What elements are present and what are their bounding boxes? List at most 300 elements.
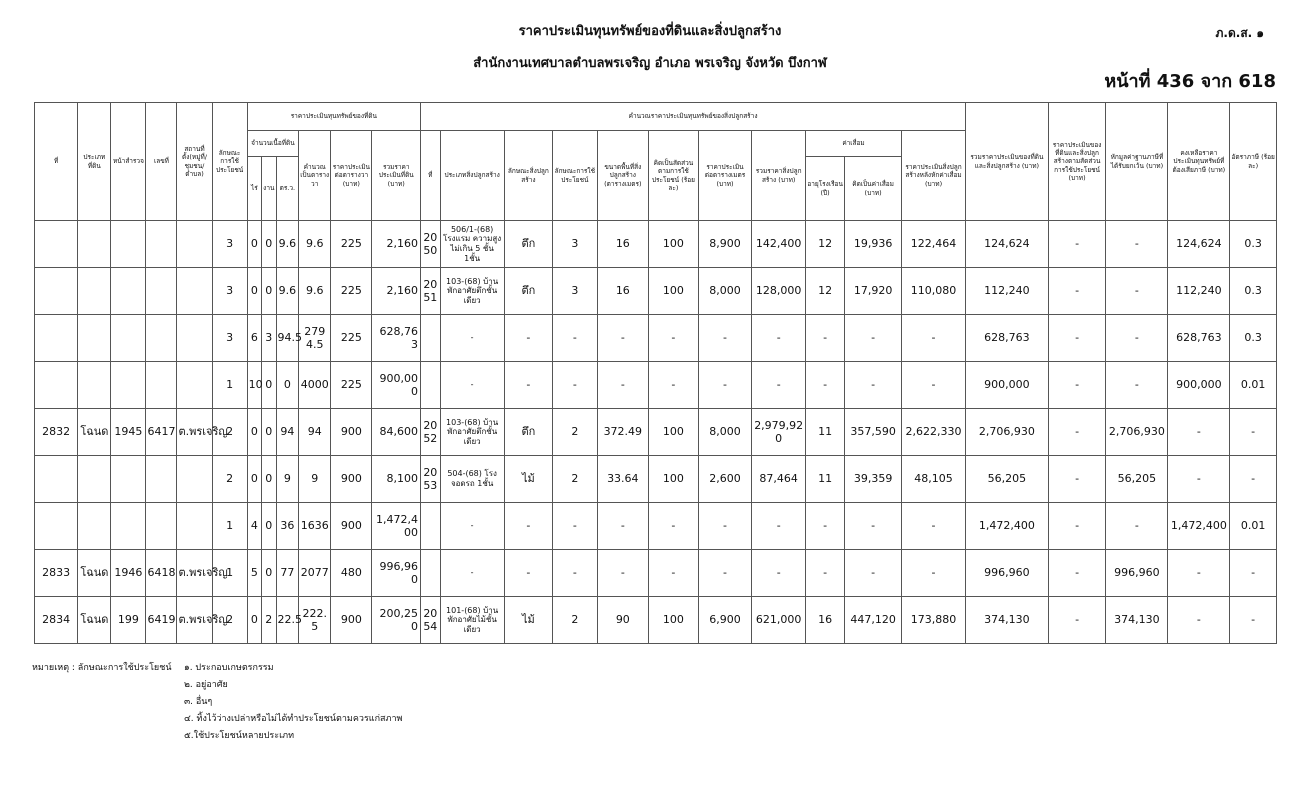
cell-doc-no [146, 503, 177, 550]
cell-location [177, 221, 212, 268]
cell-doc-type [78, 268, 111, 315]
cell-survey-page [111, 268, 146, 315]
cell-wah: 9 [276, 456, 299, 503]
cell-dep-amount: - [845, 503, 902, 550]
col-tax-rate: อัตราภาษี (ร้อยละ) [1230, 103, 1277, 221]
cell-ngan: 0 [262, 268, 276, 315]
cell-survey-page: 199 [111, 597, 146, 644]
cell-building-price-sqm: - [698, 315, 752, 362]
cell-building-price-sqm: - [698, 503, 752, 550]
cell-building-percent: 100 [649, 597, 699, 644]
cell-wah: 22.5 [276, 597, 299, 644]
col-building-area: ขนาดพื้นที่สิ่งปลูกสร้าง (ตารางเมตร) [597, 131, 649, 221]
cell-building-percent: - [649, 503, 699, 550]
cell-price-per-wah: 900 [331, 597, 372, 644]
cell-taxable: - [1168, 550, 1230, 597]
cell-share-value: - [1048, 315, 1106, 362]
cell-wah: 94.5 [276, 315, 299, 362]
cell-exempt: - [1106, 315, 1168, 362]
cell-rai: 0 [247, 456, 261, 503]
cell-exempt: 996,960 [1106, 550, 1168, 597]
cell-building-total: - [752, 503, 806, 550]
cell-taxable: 1,472,400 [1168, 503, 1230, 550]
cell-building-use: 3 [553, 221, 597, 268]
cell-building-after-dep: 173,880 [902, 597, 966, 644]
cell-tax-rate: - [1230, 550, 1277, 597]
cell-dep-age: - [806, 362, 845, 409]
cell-building-use: - [553, 362, 597, 409]
cell-building-after-dep: - [902, 362, 966, 409]
cell-building-after-dep: 110,080 [902, 268, 966, 315]
form-code: ภ.ด.ส. ๑ [1215, 26, 1264, 40]
cell-exempt: 56,205 [1106, 456, 1168, 503]
cell-dep-amount: - [845, 550, 902, 597]
cell-building-total: 2,979,920 [752, 409, 806, 456]
cell-dep-amount: - [845, 362, 902, 409]
cell-ngan: 0 [262, 503, 276, 550]
cell-grand-total: 112,240 [966, 268, 1049, 315]
col-wah: ตร.ว. [276, 157, 299, 221]
cell-doc-type [78, 362, 111, 409]
cell-survey-page [111, 315, 146, 362]
cell-dep-amount: 447,120 [845, 597, 902, 644]
cell-land-total: 2,160 [372, 268, 421, 315]
cell-no: 2832 [35, 409, 78, 456]
cell-dep-age: - [806, 550, 845, 597]
table-row [35, 409, 1277, 456]
cell-survey-page [111, 221, 146, 268]
cell-building-use: 2 [553, 597, 597, 644]
cell-grand-total: 996,960 [966, 550, 1049, 597]
cell-wah: 36 [276, 503, 299, 550]
cell-building-type: - [440, 315, 504, 362]
cell-building-type: 101-(68) บ้านพักอาศัยไม้ชั้นเดียว [440, 597, 504, 644]
cell-building-no [421, 315, 441, 362]
cell-building-price-sqm: 8,900 [698, 221, 752, 268]
cell-taxable: - [1168, 409, 1230, 456]
cell-tax-rate: - [1230, 409, 1277, 456]
note-item: ๒. อยู่อาศัย [184, 680, 228, 690]
cell-rai: 10 [247, 362, 261, 409]
cell-doc-no [146, 268, 177, 315]
cell-sqwah-total: 9 [299, 456, 331, 503]
cell-location [177, 503, 212, 550]
cell-building-price-sqm: 6,900 [698, 597, 752, 644]
cell-no: 2833 [35, 550, 78, 597]
table-row [35, 268, 1277, 315]
cell-share-value: - [1048, 597, 1106, 644]
footnotes [32, 660, 402, 745]
cell-ngan: 0 [262, 550, 276, 597]
col-rai: ไร่ [247, 157, 261, 221]
cell-price-per-wah: 225 [331, 221, 372, 268]
cell-building-area: - [597, 550, 649, 597]
cell-building-type: - [440, 503, 504, 550]
cell-dep-amount: - [845, 315, 902, 362]
notes-label: หมายเหตุ : ลักษณะการใช้ประโยชน์ [32, 663, 172, 673]
cell-dep-age: 11 [806, 409, 845, 456]
cell-grand-total: 1,472,400 [966, 503, 1049, 550]
cell-building-percent: - [649, 362, 699, 409]
cell-building-price-sqm: 8,000 [698, 268, 752, 315]
cell-location [177, 268, 212, 315]
col-exempt: หักมูลค่าฐานภาษีที่ได้รับยกเว้น (บาท) [1106, 103, 1168, 221]
cell-building-percent: 100 [649, 409, 699, 456]
cell-no [35, 268, 78, 315]
cell-taxable: - [1168, 456, 1230, 503]
cell-use-type: 1 [212, 550, 247, 597]
col-building-use: ลักษณะการใช้ประโยชน์ [553, 131, 597, 221]
cell-rai: 0 [247, 221, 261, 268]
col-doc-type: ประเภทที่ดิน [78, 103, 111, 221]
col-group-area: จำนวนเนื้อที่ดิน [247, 131, 299, 157]
cell-wah: 0 [276, 362, 299, 409]
table-row [35, 456, 1277, 503]
cell-building-area: 16 [597, 221, 649, 268]
cell-tax-rate: - [1230, 597, 1277, 644]
cell-building-area: 372.49 [597, 409, 649, 456]
cell-wah: 9.6 [276, 221, 299, 268]
cell-building-area: - [597, 503, 649, 550]
cell-land-total: 8,100 [372, 456, 421, 503]
note-item: ๕.ใช้ประโยชน์หลายประเภท [184, 731, 295, 741]
cell-building-percent: 100 [649, 268, 699, 315]
cell-wah: 94 [276, 409, 299, 456]
cell-building-total: 87,464 [752, 456, 806, 503]
cell-no [35, 456, 78, 503]
cell-land-total: 200,250 [372, 597, 421, 644]
cell-doc-no: 6418 [146, 550, 177, 597]
cell-building-style: ไม้ [504, 597, 553, 644]
cell-share-value: - [1048, 409, 1106, 456]
cell-use-type: 1 [212, 503, 247, 550]
cell-land-total: 996,960 [372, 550, 421, 597]
cell-price-per-wah: 900 [331, 503, 372, 550]
cell-tax-rate: - [1230, 456, 1277, 503]
cell-location: ต.พรเจริญ [177, 409, 212, 456]
col-taxable: คงเหลือราคาประเมินทุนทรัพย์ที่ต้องเสียภาษี (บาท) [1168, 103, 1230, 221]
cell-building-style: ไม้ [504, 456, 553, 503]
cell-building-after-dep: - [902, 315, 966, 362]
cell-ngan: 0 [262, 456, 276, 503]
cell-building-style: ตึก [504, 268, 553, 315]
document-title: ราคาประเมินทุนทรัพย์ของที่ดินและสิ่งปลูกสร้าง [518, 24, 782, 39]
cell-sqwah-total: 1636 [299, 503, 331, 550]
cell-building-style: - [504, 503, 553, 550]
cell-taxable: 124,624 [1168, 221, 1230, 268]
col-building-type: ประเภทสิ่งปลูกสร้าง [440, 131, 504, 221]
cell-exempt: - [1106, 268, 1168, 315]
cell-building-after-dep: - [902, 550, 966, 597]
cell-sqwah-total: 2794.5 [299, 315, 331, 362]
col-building-style: ลักษณะสิ่งปลูกสร้าง [504, 131, 553, 221]
cell-sqwah-total: 9.6 [299, 268, 331, 315]
cell-doc-no [146, 315, 177, 362]
col-price-per-wah: ราคาประเมินต่อตารางวา (บาท) [331, 131, 372, 221]
cell-use-type: 1 [212, 362, 247, 409]
cell-no [35, 221, 78, 268]
cell-doc-type: โฉนด [78, 409, 111, 456]
cell-doc-no [146, 221, 177, 268]
cell-rai: 0 [247, 597, 261, 644]
cell-building-area: 33.64 [597, 456, 649, 503]
col-building-percent: คิดเป็นสัดส่วนตามการใช้ประโยชน์ (ร้อยละ) [649, 131, 699, 221]
cell-grand-total: 56,205 [966, 456, 1049, 503]
cell-ngan: 2 [262, 597, 276, 644]
cell-location [177, 362, 212, 409]
cell-grand-total: 124,624 [966, 221, 1049, 268]
cell-doc-type [78, 221, 111, 268]
cell-ngan: 3 [262, 315, 276, 362]
cell-building-use: - [553, 315, 597, 362]
col-building-after-dep: ราคาประเมินสิ่งปลูกสร้างหลังหักค่าเสื่อม (บาท) [902, 131, 966, 221]
cell-building-total: 621,000 [752, 597, 806, 644]
cell-grand-total: 628,763 [966, 315, 1049, 362]
cell-building-area: - [597, 315, 649, 362]
cell-building-price-sqm: - [698, 362, 752, 409]
cell-tax-rate: 0.3 [1230, 221, 1277, 268]
cell-doc-no: 6417 [146, 409, 177, 456]
cell-building-type: - [440, 550, 504, 597]
cell-taxable: 112,240 [1168, 268, 1230, 315]
page-indicator: หน้าที่ 436 จาก 618 [1104, 71, 1276, 92]
cell-use-type: 3 [212, 268, 247, 315]
cell-share-value: - [1048, 550, 1106, 597]
cell-doc-no: 6419 [146, 597, 177, 644]
cell-building-no [421, 550, 441, 597]
cell-wah: 9.6 [276, 268, 299, 315]
col-share-value: ราคาประเมินของที่ดินและสิ่งปลูกสร้างตามสัดส่วนการใช้ประโยชน์ (บาท) [1048, 103, 1106, 221]
cell-dep-amount: 39,359 [845, 456, 902, 503]
cell-taxable: 900,000 [1168, 362, 1230, 409]
cell-building-use: - [553, 550, 597, 597]
cell-building-style: ตึก [504, 221, 553, 268]
cell-building-no: 2052 [421, 409, 441, 456]
cell-building-price-sqm: - [698, 550, 752, 597]
cell-building-style: - [504, 362, 553, 409]
cell-doc-type [78, 456, 111, 503]
col-location: สถานที่ตั้ง(หมู่ที่/ชุมชน/ตำบล) [177, 103, 212, 221]
cell-tax-rate: 0.3 [1230, 315, 1277, 362]
cell-building-use: - [553, 503, 597, 550]
cell-grand-total: 2,706,930 [966, 409, 1049, 456]
cell-dep-age: 12 [806, 268, 845, 315]
cell-land-total: 628,763 [372, 315, 421, 362]
col-use-type: ลักษณะการใช้ประโยชน์ [212, 103, 247, 221]
cell-ngan: 0 [262, 409, 276, 456]
cell-rai: 0 [247, 409, 261, 456]
cell-survey-page [111, 503, 146, 550]
cell-exempt: - [1106, 362, 1168, 409]
col-no: ที่ [35, 103, 78, 221]
cell-tax-rate: 0.01 [1230, 503, 1277, 550]
cell-building-style: - [504, 550, 553, 597]
cell-grand-total: 374,130 [966, 597, 1049, 644]
note-item: ๓. อื่นๆ [184, 697, 213, 707]
cell-rai: 5 [247, 550, 261, 597]
cell-ngan: 0 [262, 221, 276, 268]
cell-land-total: 2,160 [372, 221, 421, 268]
cell-exempt: - [1106, 221, 1168, 268]
cell-building-no: 2054 [421, 597, 441, 644]
cell-dep-amount: 19,936 [845, 221, 902, 268]
cell-share-value: - [1048, 221, 1106, 268]
assessment-table [34, 102, 1277, 644]
cell-price-per-wah: 900 [331, 409, 372, 456]
col-dep-age: อายุโรงเรือน (ปี) [806, 157, 845, 221]
table-row [35, 550, 1277, 597]
cell-price-per-wah: 900 [331, 456, 372, 503]
col-ngan: งาน [262, 157, 276, 221]
cell-survey-page [111, 456, 146, 503]
cell-exempt: 374,130 [1106, 597, 1168, 644]
cell-dep-age: 11 [806, 456, 845, 503]
cell-no: 2834 [35, 597, 78, 644]
table-row [35, 503, 1277, 550]
cell-building-type: 103-(68) บ้านพักอาศัยตึกชั้นเดียว [440, 409, 504, 456]
cell-building-type: 504-(68) โรงจอดรถ 1ชั้น [440, 456, 504, 503]
col-building-price-sqm: ราคาประเมินต่อตารางเมตร (บาท) [698, 131, 752, 221]
cell-building-percent: 100 [649, 456, 699, 503]
cell-dep-age: - [806, 315, 845, 362]
cell-grand-total: 900,000 [966, 362, 1049, 409]
col-building-no: ที่ [421, 131, 441, 221]
col-group-depreciation: ค่าเสื่อม [806, 131, 902, 157]
cell-building-total: 142,400 [752, 221, 806, 268]
cell-building-area: 16 [597, 268, 649, 315]
table-row [35, 315, 1277, 362]
cell-wah: 77 [276, 550, 299, 597]
col-group-land: ราคาประเมินทุนทรัพย์ของที่ดิน [247, 103, 420, 131]
cell-exempt: - [1106, 503, 1168, 550]
cell-no [35, 315, 78, 362]
cell-building-area: 90 [597, 597, 649, 644]
cell-building-total: - [752, 362, 806, 409]
cell-ngan: 0 [262, 362, 276, 409]
cell-doc-type [78, 503, 111, 550]
cell-location [177, 315, 212, 362]
cell-location [177, 456, 212, 503]
cell-building-no [421, 503, 441, 550]
cell-rai: 4 [247, 503, 261, 550]
cell-tax-rate: 0.3 [1230, 268, 1277, 315]
document-subtitle: สำนักงานเทศบาลตำบลพรเจริญ อำเภอ พรเจริญ จังหวัด บึงกาฬ [473, 56, 827, 71]
cell-building-no: 2051 [421, 268, 441, 315]
cell-price-per-wah: 225 [331, 362, 372, 409]
cell-building-after-dep: 2,622,330 [902, 409, 966, 456]
cell-share-value: - [1048, 456, 1106, 503]
cell-taxable: - [1168, 597, 1230, 644]
col-dep-amount: คิดเป็นค่าเสื่อม (บาท) [845, 157, 902, 221]
col-survey-page: หน้าสำรวจ [111, 103, 146, 221]
col-group-building: คำนวณราคาประเมินทุนทรัพย์ของสิ่งปลูกสร้าง [421, 103, 966, 131]
cell-building-percent: - [649, 550, 699, 597]
cell-sqwah-total: 2077 [299, 550, 331, 597]
cell-building-type: 506/1-(68) โรงแรม ความสูงไม่เกิน 5 ชั้น 1ชั้น [440, 221, 504, 268]
cell-doc-type: โฉนด [78, 550, 111, 597]
cell-building-total: - [752, 315, 806, 362]
cell-dep-amount: 17,920 [845, 268, 902, 315]
cell-sqwah-total: 222.5 [299, 597, 331, 644]
cell-sqwah-total: 94 [299, 409, 331, 456]
cell-building-no: 2050 [421, 221, 441, 268]
cell-building-after-dep: - [902, 503, 966, 550]
cell-land-total: 1,472,400 [372, 503, 421, 550]
cell-price-per-wah: 225 [331, 315, 372, 362]
cell-survey-page [111, 362, 146, 409]
cell-use-type: 2 [212, 597, 247, 644]
cell-use-type: 2 [212, 456, 247, 503]
cell-sqwah-total: 9.6 [299, 221, 331, 268]
cell-building-style: ตึก [504, 409, 553, 456]
cell-exempt: 2,706,930 [1106, 409, 1168, 456]
cell-building-after-dep: 122,464 [902, 221, 966, 268]
cell-no [35, 362, 78, 409]
cell-dep-age: - [806, 503, 845, 550]
cell-doc-type: โฉนด [78, 597, 111, 644]
cell-tax-rate: 0.01 [1230, 362, 1277, 409]
cell-location: ต.พรเจริญ [177, 550, 212, 597]
col-doc-no: เลขที่ [146, 103, 177, 221]
cell-share-value: - [1048, 268, 1106, 315]
cell-building-total: - [752, 550, 806, 597]
cell-building-type: - [440, 362, 504, 409]
cell-building-percent: 100 [649, 221, 699, 268]
cell-share-value: - [1048, 503, 1106, 550]
note-item: ๔. ทิ้งไว้ว่างเปล่าหรือไม่ได้ทำประโยชน์ตามควรแก่สภาพ [184, 714, 403, 724]
cell-taxable: 628,763 [1168, 315, 1230, 362]
cell-use-type: 3 [212, 221, 247, 268]
cell-survey-page: 1945 [111, 409, 146, 456]
note-item: ๑. ประกอบเกษตรกรรม [184, 663, 274, 673]
cell-price-per-wah: 225 [331, 268, 372, 315]
cell-use-type: 2 [212, 409, 247, 456]
cell-dep-amount: 357,590 [845, 409, 902, 456]
cell-survey-page: 1946 [111, 550, 146, 597]
cell-location: ต.พรเจริญ [177, 597, 212, 644]
cell-doc-no [146, 362, 177, 409]
cell-land-total: 900,000 [372, 362, 421, 409]
col-building-total: รวมราคาสิ่งปลูกสร้าง (บาท) [752, 131, 806, 221]
table-row [35, 597, 1277, 644]
table-row [35, 221, 1277, 268]
cell-building-use: 2 [553, 456, 597, 503]
cell-rai: 6 [247, 315, 261, 362]
cell-dep-age: 16 [806, 597, 845, 644]
col-sqwah-total: คำนวณเป็นตารางวา [299, 131, 331, 221]
cell-no [35, 503, 78, 550]
cell-sqwah-total: 4000 [299, 362, 331, 409]
cell-building-use: 2 [553, 409, 597, 456]
cell-share-value: - [1048, 362, 1106, 409]
cell-use-type: 3 [212, 315, 247, 362]
cell-building-after-dep: 48,105 [902, 456, 966, 503]
cell-building-no: 2053 [421, 456, 441, 503]
cell-price-per-wah: 480 [331, 550, 372, 597]
cell-building-type: 103-(68) บ้านพักอาศัยตึกชั้นเดียว [440, 268, 504, 315]
cell-rai: 0 [247, 268, 261, 315]
cell-building-style: - [504, 315, 553, 362]
cell-land-total: 84,600 [372, 409, 421, 456]
cell-building-no [421, 362, 441, 409]
col-land-total: รวมราคาประเมินที่ดิน (บาท) [372, 131, 421, 221]
cell-building-percent: - [649, 315, 699, 362]
cell-building-area: - [597, 362, 649, 409]
cell-building-use: 3 [553, 268, 597, 315]
cell-doc-no [146, 456, 177, 503]
col-grand-total: รวมราคาประเมินของที่ดินและสิ่งปลูกสร้าง (บาท) [966, 103, 1049, 221]
cell-dep-age: 12 [806, 221, 845, 268]
